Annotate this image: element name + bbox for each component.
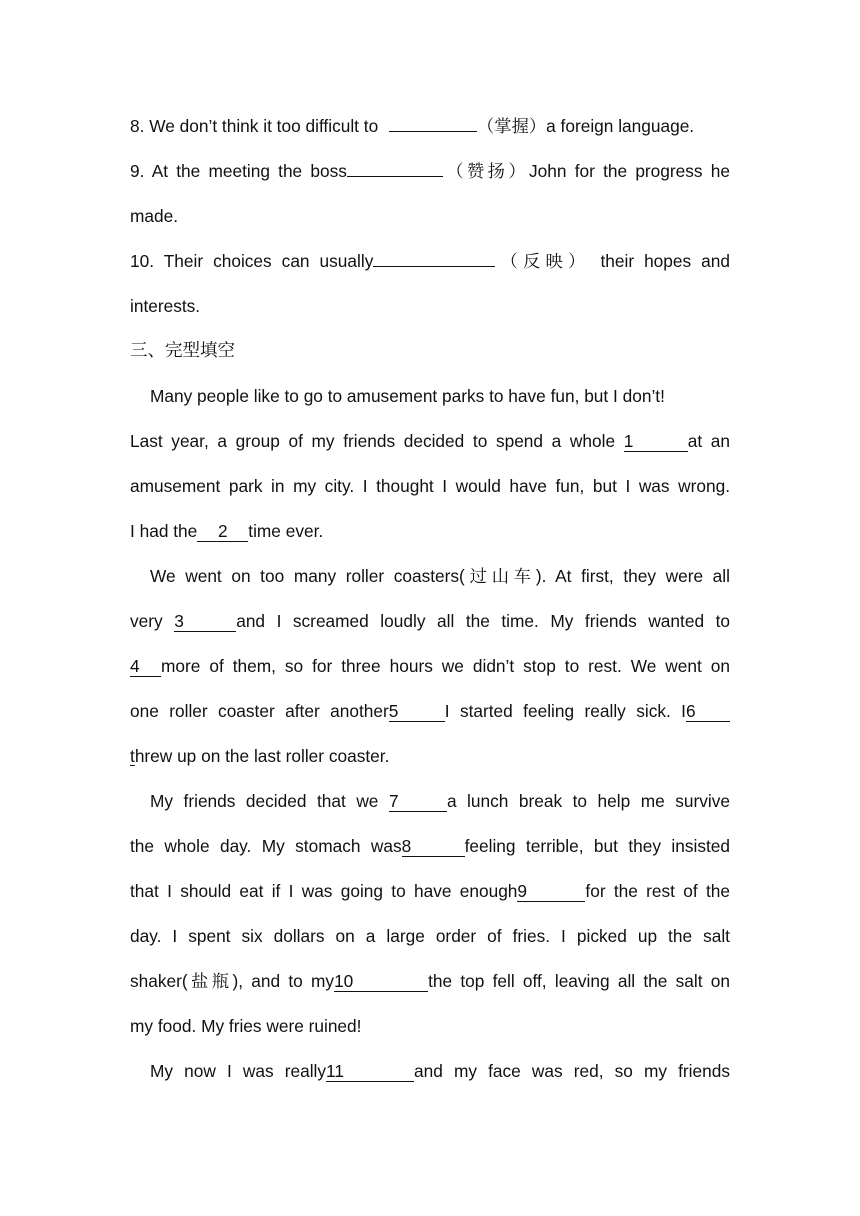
passage-text: feeling terrible, but they insisted [464, 836, 730, 856]
passage-line [130, 554, 730, 599]
passage-text: very [130, 611, 163, 631]
passage-text: day. I spent six dollars on a large order of fries. I picked up the salt [130, 926, 730, 946]
chinese-gloss: 盐瓶 [187, 972, 233, 992]
passage-text: more of them, so for three hours we didn’t stop to rest. We went on [161, 656, 730, 676]
answer-blank[interactable] [389, 112, 477, 132]
cloze-blank-4[interactable]: 4 [130, 657, 161, 677]
passage-text: I had the [130, 521, 198, 541]
cloze-blank-10[interactable]: 10 [334, 972, 428, 992]
passage-text: that I should eat if I was going to have enough [130, 881, 518, 901]
exercise-text: Their choices can usually [163, 251, 374, 271]
cloze-blank-7[interactable]: 7 [389, 792, 447, 812]
cloze-blank-11[interactable]: 11 [326, 1062, 414, 1082]
chinese-hint: （赞扬） [442, 162, 530, 182]
answer-blank[interactable] [373, 247, 495, 267]
passage-line [130, 959, 730, 1004]
passage-line [130, 734, 730, 779]
exercise-text: their hopes and [600, 251, 730, 271]
cloze-blank-3[interactable]: 3 [174, 612, 236, 632]
passage-line [130, 869, 730, 914]
chinese-gloss: 过山车 [464, 567, 536, 587]
passage-text: My now I was really [150, 1061, 327, 1081]
exercise-number: 9. [130, 161, 145, 181]
exercise-number: 10. [130, 251, 155, 271]
exercise-text: John for the progress he [529, 161, 730, 181]
passage-text: We went on too many roller coasters( [150, 566, 465, 586]
exercise-text: a foreign language. [546, 116, 695, 136]
exercise-10-continuation [130, 284, 730, 329]
worksheet-page [130, 104, 730, 1094]
exercise-9-continuation [130, 194, 730, 239]
passage-text: time ever. [248, 521, 324, 541]
passage-line [130, 914, 730, 959]
passage-text: ), and to my [232, 971, 335, 991]
passage-text: t [130, 746, 135, 766]
exercise-10 [130, 239, 730, 284]
passage-text: the whole day. My stomach was [130, 836, 402, 856]
exercise-text: We don’t think it too difficult to [149, 116, 379, 136]
exercise-text: made. [130, 206, 179, 226]
passage-text: and my face was red, so my friends [414, 1061, 730, 1081]
passage-text: one roller coaster after another [130, 701, 389, 721]
passage-text: My friends decided that we [150, 791, 379, 811]
passage-text: hrew up on the last roller coaster. [134, 746, 390, 766]
passage-text: Last year, a group of my friends decided to spend a whole [130, 431, 616, 451]
passage-text: my food. My fries were ruined! [130, 1016, 362, 1036]
passage-line [130, 374, 730, 419]
passage-line [130, 779, 730, 824]
answer-blank[interactable] [347, 157, 443, 177]
exercise-9 [130, 149, 730, 194]
passage-text: at an [687, 431, 730, 451]
passage-text: for the rest of the [585, 881, 730, 901]
passage-text: Many people like to go to amusement parks to have fun, but I don’t! [150, 386, 665, 406]
cloze-blank-2[interactable]: 2 [197, 522, 248, 542]
cloze-blank-6[interactable]: 6 [686, 702, 730, 722]
passage-line [130, 1049, 730, 1094]
passage-text: and I screamed loudly all the time. My friends wanted to [236, 611, 730, 631]
exercise-number: 8. [130, 116, 145, 136]
passage-text: amusement park in my city. I thought I would have fun, but I was wrong. [130, 476, 730, 496]
passage-line [130, 464, 730, 509]
passage-line [130, 509, 730, 554]
passage-line [130, 1004, 730, 1049]
cloze-blank-9[interactable]: 9 [517, 882, 585, 902]
passage-text: I started feeling really sick. I [444, 701, 686, 721]
passage-text: shaker( [130, 971, 188, 991]
passage-line [130, 824, 730, 869]
chinese-hint: （反映） [495, 252, 591, 272]
passage-line [130, 599, 730, 644]
exercise-8 [130, 104, 730, 149]
passage-line [130, 689, 730, 734]
exercise-text: interests. [130, 296, 201, 316]
cloze-blank-5[interactable]: 5 [389, 702, 445, 722]
passage-text: ). At first, they were all [535, 566, 730, 586]
cloze-blank-8[interactable]: 8 [402, 837, 465, 857]
chinese-hint: （掌握） [477, 117, 547, 137]
passage-line [130, 644, 730, 689]
passage-line [130, 419, 730, 464]
cloze-blank-1[interactable]: 1 [624, 432, 688, 452]
section-heading: 三、完型填空 [130, 341, 235, 361]
passage-text: a lunch break to help me survive [446, 791, 730, 811]
exercise-text: At the meeting the boss [151, 161, 347, 181]
passage-text: the top fell off, leaving all the salt on [428, 971, 730, 991]
